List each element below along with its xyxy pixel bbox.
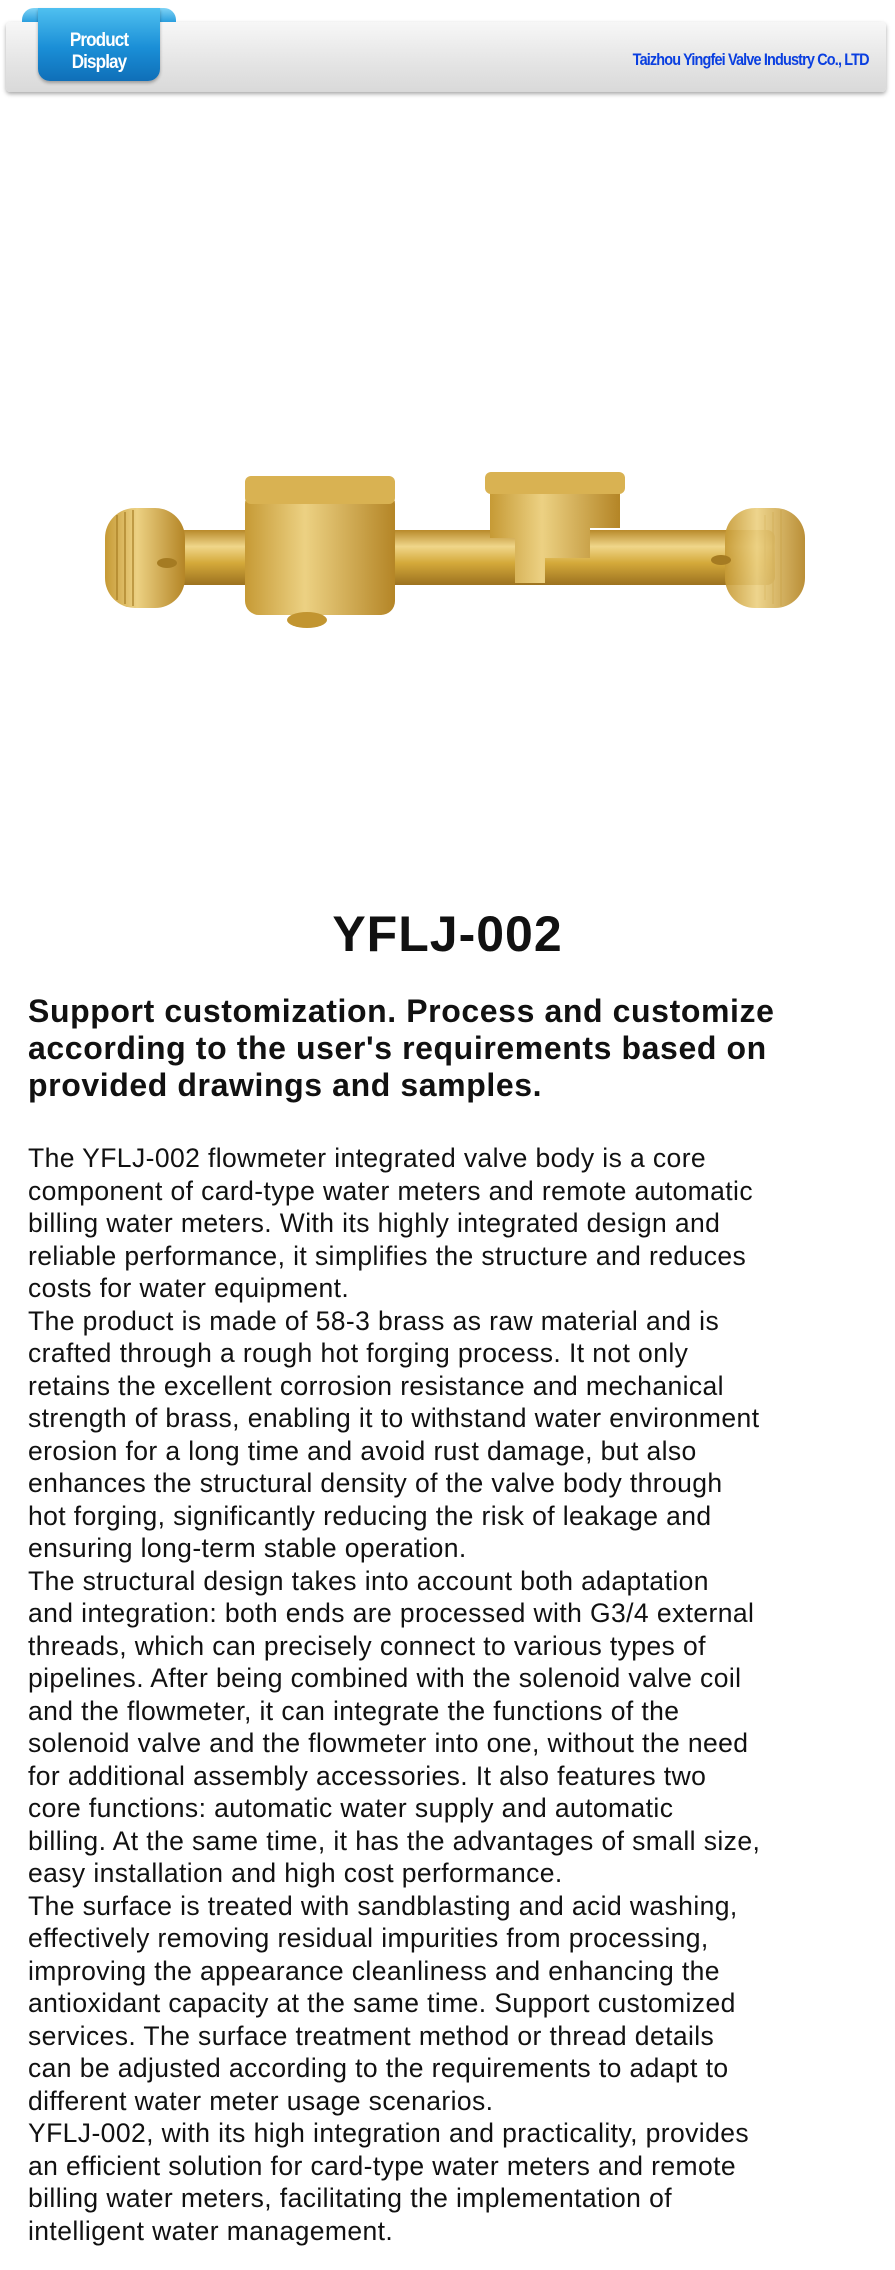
description-line: billing. At the same time, it has the advantages of small size, — [28, 1825, 761, 1856]
company-name: Taizhou Yingfei Valve Industry Co., LTD — [632, 50, 869, 69]
description-line: YFLJ-002, with its high integration and practicality, provides — [28, 2118, 750, 2148]
description-line: The YFLJ-002 flowmeter integrated valve body is a core — [28, 1143, 707, 1173]
description-line: The surface is treated with sandblasting and acid washing, — [28, 1890, 738, 1921]
description-line: pipelines. After being combined with the solenoid valve coil — [28, 1663, 742, 1693]
product-display-label: Product Display — [69, 30, 129, 73]
description-line: costs for water equipment. — [28, 1273, 350, 1303]
description-line: different water meter usage scenarios. — [28, 2085, 494, 2116]
description-line: billing water meters, facilitating the implementation of — [28, 2183, 672, 2213]
description-line: retains the excellent corrosion resistance and mechanical — [28, 1370, 724, 1401]
description-line: crafted through a rough hot forging process. It not only — [28, 1338, 689, 1368]
description-line: solenoid valve and the flowmeter into one, without the need — [28, 1728, 749, 1758]
description-line: can be adjusted according to the requirements to adapt to — [28, 2053, 729, 2083]
description-line: component of card-type water meters and remote automatic — [28, 1175, 753, 1206]
description-line: The structural design takes into account both adaptation — [28, 1565, 709, 1596]
description-line: and the flowmeter, it can integrate the functions of the — [28, 1695, 680, 1726]
description-line: for additional assembly accessories. It also features two — [28, 1760, 707, 1791]
heading-line: provided drawings and samples. — [28, 1067, 543, 1103]
description-line: The product is made of 58-3 brass as raw material and is — [28, 1305, 720, 1336]
product-description — [28, 1142, 760, 2247]
product-model: YFLJ-002 — [332, 906, 563, 962]
heading-line: according to the user's requirements based on — [28, 1030, 767, 1066]
customization-heading — [28, 993, 775, 1104]
description-line: threads, which can precisely connect to various types of — [28, 1630, 706, 1661]
description-line: strength of brass, enabling it to withstand water environment — [28, 1403, 760, 1433]
flowmeter-chamber — [245, 490, 395, 615]
description-line: intelligent water management. — [28, 2215, 394, 2246]
description-line: erosion for a long time and avoid rust damage, but also — [28, 1435, 697, 1466]
description-line: antioxidant capacity at the same time. Support customized — [28, 1988, 736, 2018]
right-thread — [725, 508, 805, 608]
heading-line: Support customization. Process and customize — [28, 993, 775, 1029]
description-line: core functions: automatic water supply and automatic — [28, 1793, 674, 1823]
description-line: effectively removing residual impurities from processing, — [28, 1923, 709, 1953]
description-line: services. The surface treatment method or thread details — [28, 2020, 715, 2051]
description-line: and integration: both ends are processed with G3/4 external — [28, 1598, 755, 1628]
description-line: ensuring long-term stable operation. — [28, 1533, 467, 1563]
description-line: reliable performance, it simplifies the structure and reduces — [28, 1240, 747, 1271]
description-line: improving the appearance cleanliness and enhancing the — [28, 1955, 720, 1986]
description-line: an efficient solution for card-type water meters and remote — [28, 2150, 737, 2181]
description-line: hot forging, significantly reducing the risk of leakage and — [28, 1500, 712, 1531]
description-line: enhances the structural density of the valve body through — [28, 1468, 723, 1498]
description-line: easy installation and high cost performance. — [28, 1858, 563, 1888]
description-line: billing water meters. With its highly integrated design and — [28, 1208, 721, 1238]
product-image — [95, 460, 825, 630]
